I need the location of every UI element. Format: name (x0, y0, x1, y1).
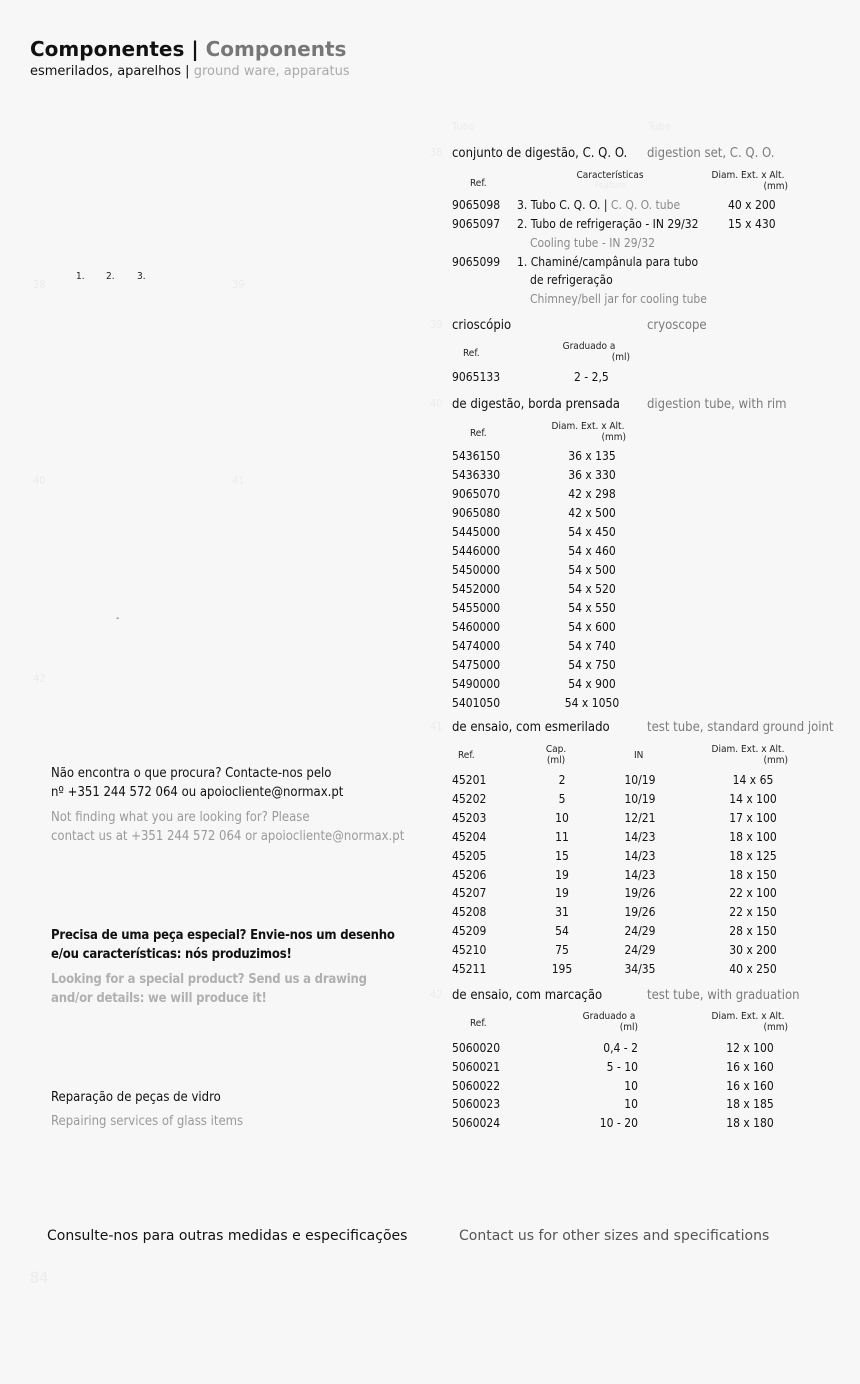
section-title-pt: de ensaio, com esmerilado (452, 720, 610, 735)
desc-cell: 2. Tubo de refrigeração - IN 29/32 (517, 217, 699, 231)
header-features-en: Feature (594, 181, 626, 191)
section-41-heading (430, 720, 855, 740)
ref-cell: 45203 (452, 810, 487, 825)
subtitle-pt: esmerilados, aparelhos (30, 64, 182, 79)
section-title-en: digestion tube, with rim (647, 397, 787, 412)
section-title-en: test tube, with graduation (647, 988, 800, 1003)
dim-cell: 16 x 160 (726, 1078, 774, 1093)
table-row (452, 924, 812, 942)
ref-cell: 5490000 (452, 677, 501, 691)
dim-cell: 18 x 185 (726, 1097, 774, 1112)
dim-cell: 17 x 100 (729, 810, 777, 825)
section-title-pt: de digestão, borda prensada (452, 397, 620, 412)
special-en-line2: and/or details: we will produce it! (51, 991, 267, 1006)
table-row (452, 962, 812, 980)
ref-cell: 5436330 (452, 468, 501, 482)
table-row (452, 544, 812, 562)
header-features-pt: Características (576, 170, 644, 181)
dim-cell: 22 x 150 (729, 905, 777, 920)
table-row (452, 563, 812, 581)
special-en-line1: Looking for a special product? Send us a drawing (51, 972, 367, 987)
dim-cell: 42 x 500 (568, 506, 616, 520)
ref-cell: 5446000 (452, 544, 501, 558)
header-graduation (580, 1011, 638, 1033)
table-row (452, 255, 792, 273)
table-row (452, 677, 812, 695)
section-number: 39 (430, 318, 443, 331)
desc-cell: 1. Chaminé/campânula para tubo (517, 255, 699, 269)
header-cap-unit: (ml) (546, 755, 566, 766)
table-row (452, 1116, 812, 1134)
special-pt-line2: e/ou características: nós produzimos! (51, 947, 292, 962)
ref-cell: 5060023 (452, 1097, 501, 1112)
section-39-heading (430, 318, 850, 338)
ref-cell: 45206 (452, 867, 487, 882)
contact-pt-line2: nº +351 244 572 064 ou apoiocliente@normax.pt (51, 785, 344, 800)
table-row (452, 886, 812, 904)
ref-cell: 5401050 (452, 696, 501, 710)
dim-cell: 30 x 200 (729, 943, 777, 958)
ref-cell: 5475000 (452, 658, 501, 672)
header-features (560, 170, 660, 192)
table-row (452, 811, 812, 829)
table-row (452, 1060, 812, 1078)
ref-cell: 5060022 (452, 1078, 501, 1093)
header-diam (708, 744, 788, 766)
table-row (452, 620, 812, 638)
dim-cell: 36 x 330 (568, 468, 616, 482)
dim-cell: 54 x 900 (568, 677, 616, 691)
header-ref: Ref. (463, 348, 480, 359)
cap-cell: 54 (555, 924, 569, 939)
figure-label-40: 40 (33, 474, 46, 487)
ref-cell: 5450000 (452, 563, 501, 577)
table-row (452, 1041, 812, 1059)
repair-en: Repairing services of glass items (51, 1114, 244, 1129)
desc-cell: 3. Tubo C. Q. O. | C. Q. O. tube (517, 198, 681, 212)
figure-part-1: 1. (76, 271, 85, 282)
header-diam (550, 421, 626, 443)
page-number: 84 (30, 1268, 49, 1287)
in-cell: 12/21 (624, 810, 656, 825)
contact-en-line1: Not finding what you are looking for? Please (51, 810, 310, 825)
desc-en-cell: Cooling tube - IN 29/32 (530, 236, 655, 250)
ref-cell: 9065097 (452, 217, 501, 231)
figure-part-3: 3. (137, 271, 146, 282)
table-row (452, 792, 812, 810)
header-ref: Ref. (470, 428, 487, 439)
in-cell: 14/23 (624, 829, 656, 844)
header-diam-unit: (mm) (763, 755, 788, 766)
figure-label-42: 42 (33, 672, 46, 685)
ref-cell: 9065098 (452, 198, 501, 212)
dim-cell: 54 x 450 (568, 525, 616, 539)
dim-cell: 16 x 160 (726, 1059, 774, 1074)
dim-cell: 15 x 430 (728, 217, 776, 231)
table-row (452, 1097, 812, 1115)
dim-cell: 28 x 150 (729, 924, 777, 939)
dim-cell: 14 x 100 (729, 791, 777, 806)
in-cell: 19/26 (624, 886, 656, 901)
ref-cell: 5455000 (452, 601, 501, 615)
dim-cell: 54 x 500 (568, 563, 616, 577)
contact-pt-line1: Não encontra o que procura? Contacte-nos pelo (51, 766, 332, 781)
ref-cell: 45201 (452, 773, 487, 787)
ref-cell: 45208 (452, 905, 487, 920)
section-title-en: cryoscope (647, 318, 707, 333)
section-title-en: digestion set, C. Q. O. (647, 146, 775, 161)
table-row (452, 830, 812, 848)
header-grad-unit: (ml) (611, 352, 630, 363)
header-capacity (544, 744, 568, 766)
dim-cell: 40 x 250 (729, 962, 777, 976)
table-row (452, 849, 812, 867)
header-ref: Ref. (470, 178, 487, 189)
header-grad-pt: Graduado a (562, 341, 616, 352)
section-42-heading (430, 988, 850, 1008)
title-en: Components (205, 37, 347, 61)
dim-cell: 42 x 298 (568, 487, 616, 501)
in-cell: 14/23 (624, 867, 656, 882)
grad-cell: 5 - 10 (606, 1059, 638, 1074)
table-row (452, 639, 812, 657)
in-cell: 34/35 (624, 962, 656, 976)
section-number: 42 (430, 988, 443, 1001)
header-cap-pt: Cap. (545, 744, 567, 755)
figure-part-2: 2. (106, 271, 115, 282)
table-row (452, 582, 812, 600)
ref-cell: 5445000 (452, 525, 501, 539)
header-graduation (548, 341, 630, 363)
footer-note-pt: Consulte-nos para outras medidas e especificações (47, 1228, 408, 1244)
dim-cell: 12 x 100 (726, 1041, 774, 1055)
table-row (452, 868, 812, 886)
repair-pt: Reparação de peças de vidro (51, 1090, 221, 1105)
dim-cell: 54 x 750 (568, 658, 616, 672)
table-row-translation (452, 236, 792, 254)
column-label-tube: Tube (648, 120, 672, 133)
dim-cell: 54 x 460 (568, 544, 616, 558)
ref-cell: 45207 (452, 886, 487, 901)
ref-cell: 9065133 (452, 370, 501, 384)
title-separator: | (184, 37, 206, 61)
table-row (452, 1079, 812, 1097)
table-row (452, 370, 792, 388)
dim-cell: 14 x 65 (732, 773, 774, 787)
header-grad-pt: Graduado a (582, 1011, 636, 1022)
in-cell: 14/23 (624, 848, 656, 863)
ref-cell: 45209 (452, 924, 487, 939)
dim-cell: 18 x 100 (729, 829, 777, 844)
table-row (452, 696, 812, 714)
ref-cell: 5436150 (452, 449, 501, 463)
cap-cell: 5 (558, 791, 566, 806)
in-cell: 10/19 (624, 773, 656, 787)
header-diam-pt: Diam. Ext. x Alt. (711, 744, 785, 755)
table-row (452, 773, 812, 791)
header-diam-pt: Diam. Ext. x Alt. (711, 1011, 785, 1022)
ref-cell: 45211 (452, 962, 487, 976)
grad-cell: 0,4 - 2 (603, 1041, 638, 1055)
ref-cell: 45204 (452, 829, 487, 844)
ref-cell: 5474000 (452, 639, 501, 653)
table-row (452, 525, 812, 543)
column-label-tubo: Tubo (452, 120, 475, 133)
desc-cell: de refrigeração (530, 273, 613, 287)
header-diam-unit: (mm) (763, 181, 788, 192)
header-diam-unit: (mm) (601, 432, 626, 443)
desc-en-cell: Chimney/bell jar for cooling tube (530, 292, 707, 306)
cap-cell: 2 (558, 773, 566, 787)
table-row (452, 198, 792, 216)
ref-cell: 9065099 (452, 255, 501, 269)
cap-cell: 15 (555, 848, 569, 863)
figure-label-39: 39 (232, 278, 245, 291)
section-38-heading (430, 146, 850, 166)
cap-cell: 195 (551, 962, 573, 976)
cap-cell: 19 (555, 886, 569, 901)
dim-cell: 22 x 100 (729, 886, 777, 901)
header-ref: Ref. (458, 750, 475, 761)
table-row (452, 943, 812, 961)
section-number: 40 (430, 397, 443, 410)
table-row (452, 449, 812, 467)
table-row (452, 217, 792, 235)
footer-note-en: Contact us for other sizes and specifications (459, 1228, 770, 1244)
cap-cell: 31 (555, 905, 569, 920)
dim-cell: 54 x 600 (568, 620, 616, 634)
in-cell: 24/29 (624, 924, 656, 939)
table-row-translation (452, 292, 792, 310)
subtitle-en: ground ware, apparatus (193, 64, 350, 79)
grad-cell: 10 - 20 (599, 1116, 638, 1131)
header-diam-unit: (mm) (763, 1022, 788, 1033)
dim-cell: 18 x 180 (726, 1116, 774, 1131)
contact-en-line2: contact us at +351 244 572 064 or apoiocliente@normax.pt (51, 829, 405, 844)
dim-cell: 54 x 550 (568, 601, 616, 615)
subtitle-separator: | (181, 64, 194, 79)
section-40-heading (430, 397, 850, 417)
table-row (452, 905, 812, 923)
dim-cell: 18 x 125 (729, 848, 777, 863)
ref-cell: 5452000 (452, 582, 501, 596)
figure-label-41: 41 (232, 474, 245, 487)
ref-cell: 45210 (452, 943, 487, 958)
section-title-pt: de ensaio, com marcação (452, 988, 603, 1003)
header-diam (708, 1011, 788, 1033)
section-title-pt: crioscópio (452, 318, 512, 333)
page-subtitle (30, 64, 350, 79)
cap-cell: 75 (555, 943, 569, 958)
table-row-continuation (452, 273, 792, 291)
section-number: 38 (430, 146, 443, 159)
cap-cell: 11 (555, 829, 569, 844)
grad-cell: 2 - 2,5 (574, 370, 609, 384)
header-diam-pt: Diam. Ext. x Alt. (711, 170, 785, 181)
figure-dash: - (116, 613, 120, 624)
table-row (452, 487, 812, 505)
ref-cell: 5460000 (452, 620, 501, 634)
dim-cell: 18 x 150 (729, 867, 777, 882)
ref-cell: 45202 (452, 791, 487, 806)
cap-cell: 19 (555, 867, 569, 882)
ref-cell: 5060021 (452, 1059, 501, 1074)
grad-cell: 10 (624, 1078, 638, 1093)
ref-cell: 9065080 (452, 506, 501, 520)
in-cell: 24/29 (624, 943, 656, 958)
header-diam (708, 170, 788, 192)
table-row (452, 468, 812, 486)
table-row (452, 506, 812, 524)
ref-cell: 45205 (452, 848, 487, 863)
dim-cell: 54 x 1050 (564, 696, 620, 710)
ref-cell: 9065070 (452, 487, 501, 501)
dim-cell: 54 x 740 (568, 639, 616, 653)
dim-cell: 36 x 135 (568, 449, 616, 463)
section-number: 41 (430, 720, 443, 733)
header-diam-pt: Diam. Ext. x Alt. (551, 421, 625, 432)
dim-cell: 54 x 520 (568, 582, 616, 596)
ref-cell: 5060024 (452, 1116, 501, 1131)
in-cell: 10/19 (624, 791, 656, 806)
table-row (452, 658, 812, 676)
page-title (30, 37, 346, 61)
figure-label-38: 38 (33, 278, 46, 291)
grad-cell: 10 (624, 1097, 638, 1112)
title-pt: Componentes (30, 37, 185, 61)
header-ref: Ref. (470, 1018, 487, 1029)
section-title-en: test tube, standard ground joint (647, 720, 834, 735)
section-title-pt: conjunto de digestão, C. Q. O. (452, 146, 628, 161)
header-grad-unit: (ml) (619, 1022, 638, 1033)
dim-cell: 40 x 200 (728, 198, 776, 212)
special-pt-line1: Precisa de uma peça especial? Envie-nos um desenho (51, 928, 395, 943)
ref-cell: 5060020 (452, 1041, 501, 1055)
header-in: IN (634, 750, 644, 761)
in-cell: 19/26 (624, 905, 656, 920)
cap-cell: 10 (555, 810, 569, 825)
table-row (452, 601, 812, 619)
